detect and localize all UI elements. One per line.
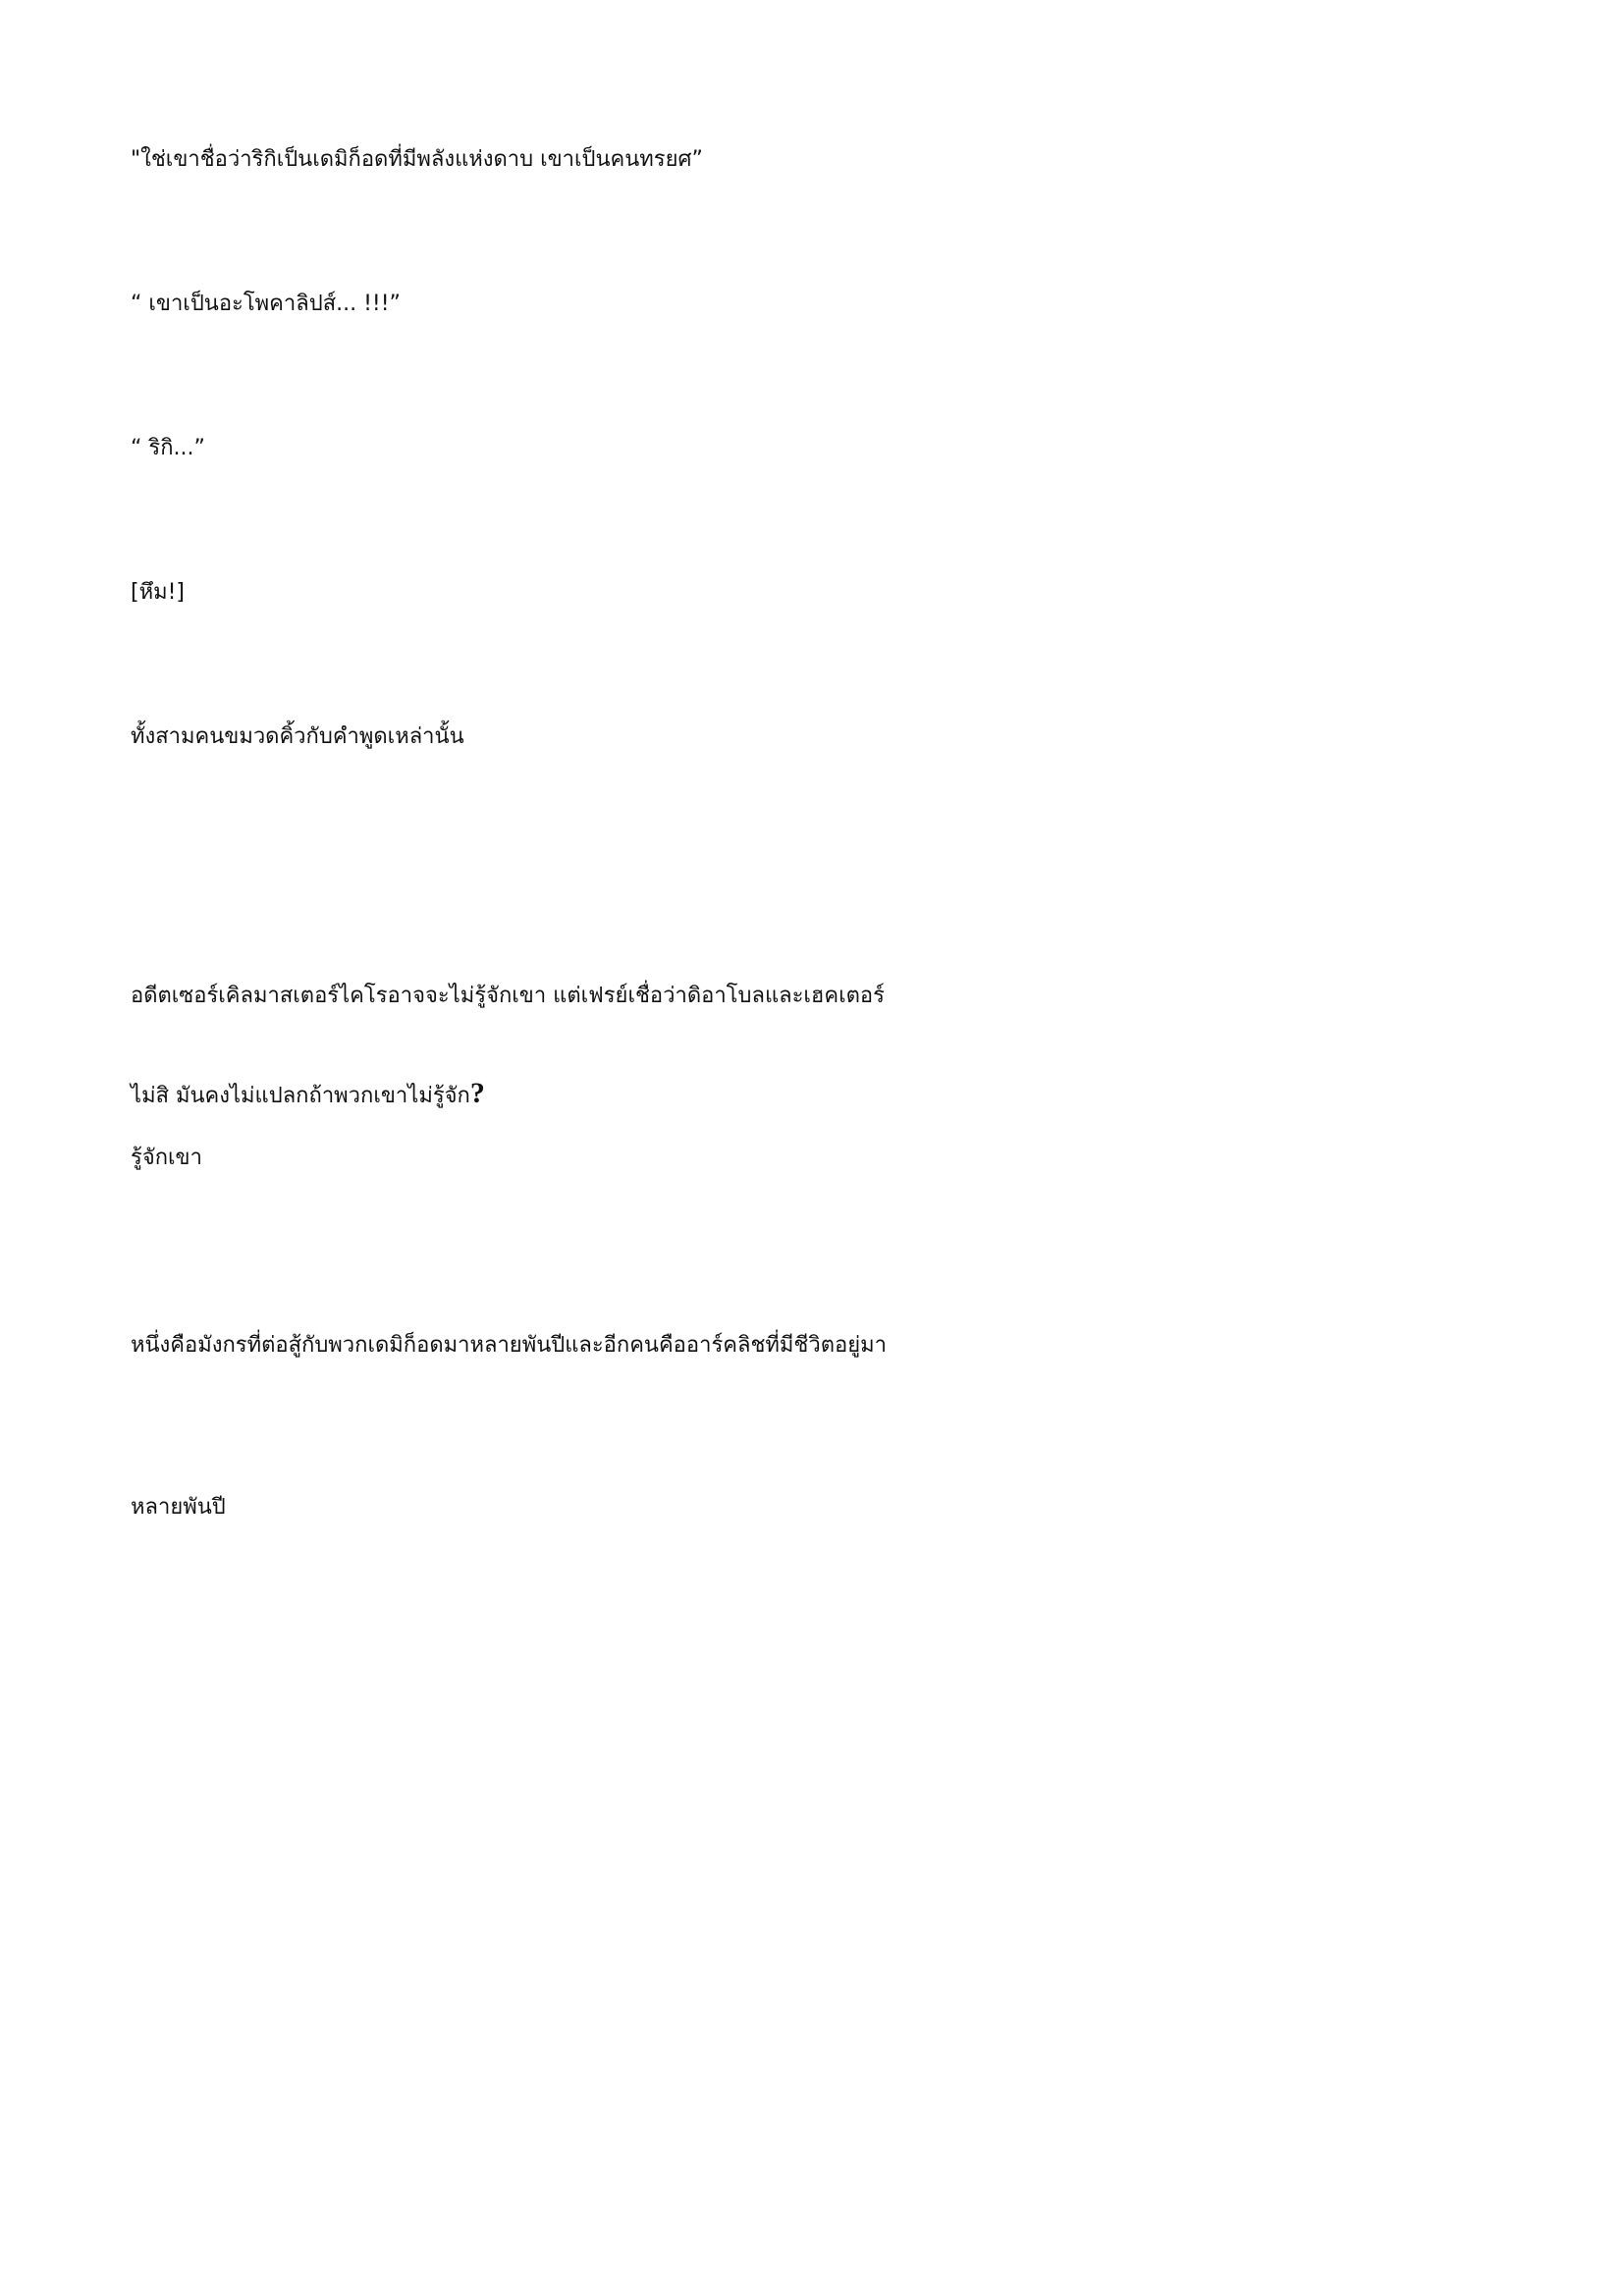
paragraph-6-line-2: รู้จักเขา (131, 1146, 202, 1170)
paragraph-5: ทั้งสามคนขมวดคิ้วกับคำพูดเหล่านั้น (131, 724, 464, 749)
paragraph-1: "ใช่เขาชื่อว่าริกิเป็นเดมิก็อดที่มีพลังแห่งดาบ เขาเป็นคนทรยศ” (131, 147, 703, 172)
paragraph-7 (131, 1066, 995, 1123)
paragraph-7-text: ไม่สิ มันคงไม่แปลกถ้าพวกเขาไม่รู้จัก (131, 1084, 470, 1108)
paragraph-8-line-1: หนึ่งคือมังกรที่ต่อสู้กับพวกเดมิก็อดมาหลายพันปีและอีกคนคืออาร์คลิชที่มีชีวิตอยู่มา (131, 1333, 887, 1358)
paragraph-8 (131, 1210, 995, 1642)
paragraph-8-line-2: หลายพันปี (131, 1495, 226, 1520)
paragraph-3: “ ริกิ...” (131, 436, 205, 460)
document-page (0, 0, 1083, 1531)
question-mark: ? (469, 1077, 485, 1109)
paragraph-4: [หึม!] (131, 580, 185, 605)
paragraph-2: “ เขาเป็นอะโพคาลิปส์... !!!” (131, 292, 401, 316)
paragraph-6-line-1: อดีตเซอร์เคิลมาสเตอร์ไคโรอาจจะไม่รู้จักเขา แต่เฟรย์เชื่อว่าดิอาโบลและเฮคเตอร์ (131, 984, 885, 1008)
